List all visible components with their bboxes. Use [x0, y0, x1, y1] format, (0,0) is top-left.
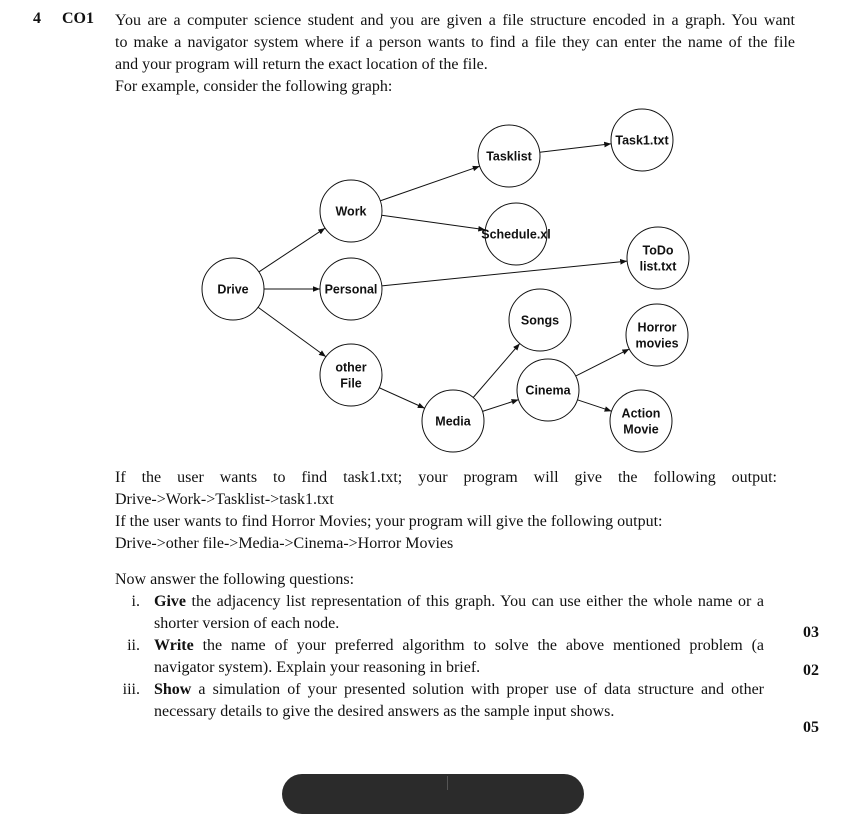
node-label: other	[335, 360, 367, 375]
node-label: movies	[635, 336, 679, 351]
intro-line-3: and your program will return the exact location of the file.	[115, 56, 488, 73]
example-line-1: If the user wants to find task1.txt; your program will give the following output:	[115, 469, 777, 486]
toolbar-divider	[447, 776, 448, 790]
node-label: File	[340, 376, 362, 391]
question-text-continued: shorter version of each node.	[154, 615, 340, 632]
roman-numeral: i.	[131, 593, 140, 610]
marks-item-2: 02	[803, 662, 819, 679]
course-outcome: CO1	[62, 10, 94, 27]
node-label: Work	[335, 204, 367, 219]
node-label: Media	[435, 414, 471, 429]
bottom-toolbar[interactable]	[282, 774, 584, 814]
node-cinema	[517, 359, 579, 421]
node-label: Tasklist	[486, 149, 532, 164]
question-text: the adjacency list representation of this graph. You can use either the whole name or a	[186, 593, 764, 610]
example-output-1: Drive->Work->Tasklist->task1.txt	[115, 491, 334, 508]
node-task1	[611, 109, 673, 171]
node-media	[422, 390, 484, 452]
edge-media-to-songs	[473, 343, 520, 397]
node-todo	[627, 227, 689, 289]
node-label: ToDo	[642, 243, 674, 258]
node-other	[320, 344, 382, 406]
node-label: Movie	[623, 422, 659, 437]
node-personal	[320, 258, 382, 320]
node-action	[610, 390, 672, 452]
graph-nodes	[202, 109, 689, 452]
roman-numeral: ii.	[127, 637, 140, 654]
question-keyword: Write	[154, 637, 194, 654]
edge-other-to-media	[379, 388, 424, 409]
edge-drive-to-work	[259, 228, 325, 272]
example-output-2: Drive->other file->Media->Cinema->Horror Movies	[115, 535, 454, 552]
edge-cinema-to-horror	[576, 349, 630, 376]
node-circle	[627, 227, 689, 289]
node-label: Drive	[217, 282, 249, 297]
question-text-continued: necessary details to give the desired answers as the sample input shows.	[154, 703, 615, 720]
node-drive	[202, 258, 264, 320]
question-item-2	[100, 635, 780, 679]
example-line-2: If the user wants to find Horror Movies; your program will give the following output:	[115, 513, 663, 530]
node-label: Schedule.xl	[481, 227, 551, 242]
question-item-1	[100, 591, 780, 635]
node-label: list.txt	[639, 259, 677, 274]
edge-work-to-tasklist	[380, 166, 479, 201]
edge-cinema-to-action	[577, 400, 611, 411]
question-item-3	[100, 679, 780, 723]
node-label: Task1.txt	[615, 133, 669, 148]
roman-numeral: iii.	[122, 681, 140, 698]
edge-tasklist-to-task1	[540, 144, 611, 153]
edge-media-to-cinema	[482, 400, 518, 412]
question-text: the name of your preferred algorithm to solve the above mentioned problem (a	[193, 637, 764, 654]
node-songs	[509, 289, 571, 351]
intro-line-2: to make a navigator system where if a person wants to find a file they can enter the name of the file	[115, 34, 795, 51]
question-text-continued: navigator system). Explain your reasoning in brief.	[154, 659, 481, 676]
marks-item-3: 05	[803, 719, 819, 736]
question-number: 4	[33, 10, 41, 27]
graph-edges	[258, 144, 629, 412]
edge-personal-to-todo	[382, 261, 627, 286]
question-keyword: Give	[154, 593, 186, 610]
node-label: Cinema	[525, 383, 571, 398]
questions-lead: Now answer the following questions:	[115, 571, 355, 588]
node-horror	[626, 304, 688, 366]
node-circle	[626, 304, 688, 366]
node-label: Horror	[637, 320, 677, 335]
edge-work-to-schedule	[382, 215, 486, 229]
node-label: Personal	[324, 282, 378, 297]
example-block	[115, 467, 777, 555]
node-work	[320, 180, 382, 242]
node-circle	[610, 390, 672, 452]
node-label: Songs	[520, 313, 560, 328]
marks-item-1: 03	[803, 624, 819, 641]
node-label: Action	[621, 406, 661, 421]
question-keyword: Show	[154, 681, 192, 698]
question-text: a simulation of your presented solution with proper use of data structure and other	[191, 681, 764, 698]
node-tasklist	[478, 125, 540, 187]
intro-line-1: You are a computer science student and you are given a file structure encoded in a graph. You want	[115, 12, 795, 29]
node-circle	[320, 344, 382, 406]
intro-line-4: For example, consider the following graph:	[115, 78, 393, 95]
node-schedule	[481, 203, 550, 265]
edge-drive-to-other	[258, 307, 326, 356]
